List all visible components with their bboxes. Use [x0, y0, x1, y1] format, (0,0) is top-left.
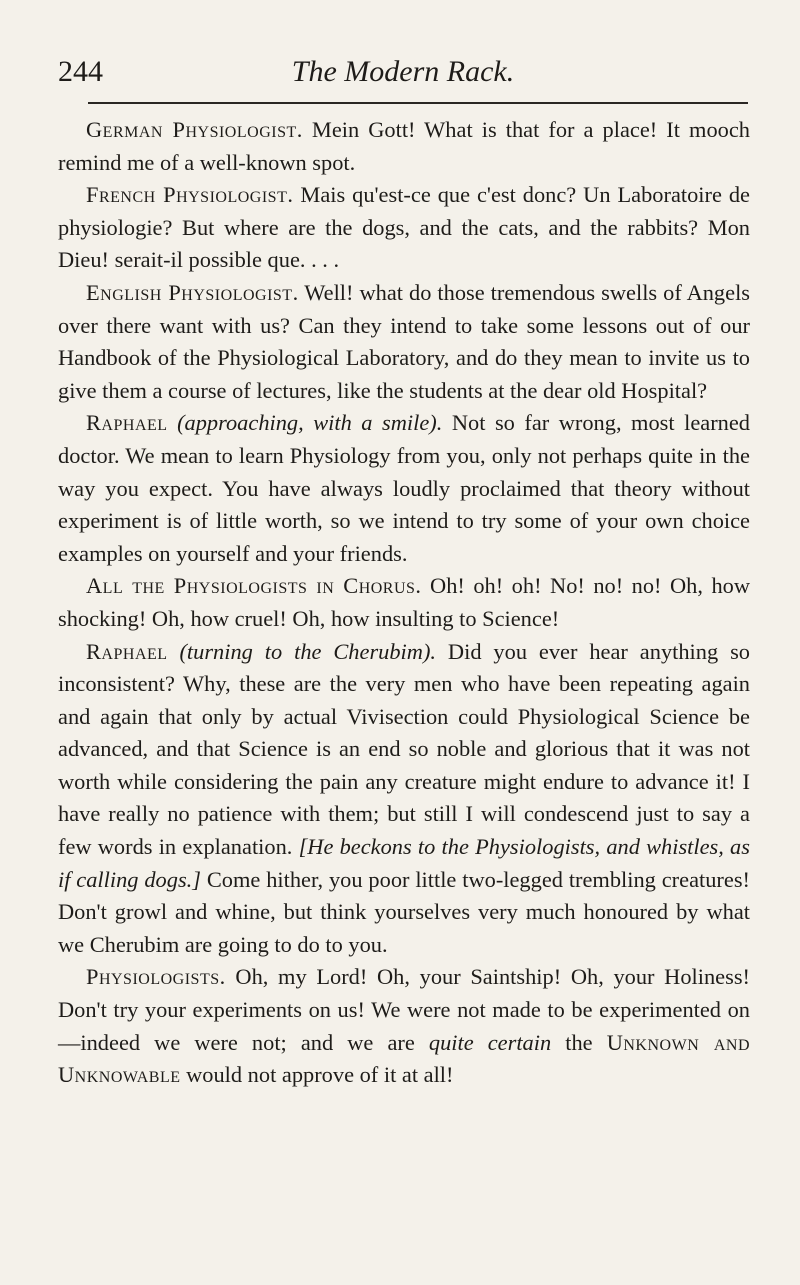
- page-number: 244: [58, 55, 103, 88]
- emphasis-text: quite certain: [428, 1029, 552, 1055]
- speaker-name: Physiologists.: [86, 964, 226, 990]
- paragraph-raphael-approaching: [58, 407, 750, 570]
- speech-text-continued: Come hither, you poor little two-legged trembling creatures! Don't growl and whine, but think yourselves very much honoured by what we Cherubim are going to do to you.: [58, 866, 750, 957]
- speech-text: Oh, my Lord! Oh, your Saintship! Oh, your Holiness! Don't try your experiments on us! We were not made to be experimented on—indeed we were not; and we are: [58, 964, 750, 1055]
- speech-text: Not so far wrong, most learned doctor. We mean to learn Physiology from you, only not perhaps quite in the way you expect. You have always loudly proclaimed that theory without experiment is of little worth, so we intend to try some of your own choice examples on yourself and your friends.: [58, 410, 750, 566]
- small-caps-phrase: Unknown and Unknowable: [58, 1029, 750, 1088]
- speech-text: Mein Gott! What is that for a place! It mooch remind me of a well-known spot.: [58, 117, 750, 175]
- page-header: [58, 52, 748, 92]
- paragraph-raphael-turning: [58, 636, 750, 962]
- speaker-name: German Physiologist.: [86, 117, 303, 142]
- speaker-name: Raphael: [86, 638, 168, 664]
- speaker-name: French Physiologist.: [86, 182, 294, 208]
- header-rule: [88, 102, 748, 104]
- paragraph-physiologists: [58, 961, 750, 1091]
- paragraph-german-physiologist: [58, 114, 750, 179]
- speech-text-mid: the: [565, 1029, 593, 1055]
- speech-text: Well! what do those tremendous swells of Angels over there want with us? Can they intend to take some lessons out of our Handbook of the Physiological Laboratory, and do they mean to invite us to give them a course of lectures, like the students at the dear old Hospital?: [58, 279, 751, 403]
- paragraph-chorus: [58, 570, 750, 635]
- speaker-name: English Physiologist.: [86, 279, 299, 305]
- speech-text: Oh! oh! oh! No! no! no! Oh, how shocking! Oh, how cruel! Oh, how insulting to Science!: [58, 573, 751, 631]
- stage-direction: (approaching, with a smile).: [177, 410, 443, 436]
- paragraph-french-physiologist: [58, 179, 750, 277]
- speech-text: Mais qu'est-ce que c'est donc? Un Laboratoire de physiologie? But where are the dogs, and the cats, and the rabbits? Mon Dieu! serait-il possible que. . . .: [58, 182, 750, 273]
- speaker-name: Raphael: [86, 410, 168, 436]
- speech-text: Did you ever hear anything so inconsistent? Why, these are the very men who have been repeating again and again that only by actual Vivisection could Physiological Science be advanced, and that Science is an end so noble and glorious that it was not worth while considering the pain any creature might endure to advance it! I have really no patience with them; but still I will condescend just to say a few words in explanation.: [58, 638, 750, 860]
- page-body: [58, 114, 750, 1092]
- stage-direction-bracketed: [He beckons to the Physiologists, and whistles, as if calling dogs.]: [58, 834, 750, 892]
- speech-text-continued: would not approve of it at all!: [186, 1062, 454, 1088]
- stage-direction: (turning to the Cherubim).: [179, 638, 436, 664]
- running-title: The Modern Rack.: [291, 55, 515, 88]
- speaker-name: All the Physiologists in Chorus.: [86, 573, 422, 599]
- paragraph-english-physiologist: [58, 277, 750, 407]
